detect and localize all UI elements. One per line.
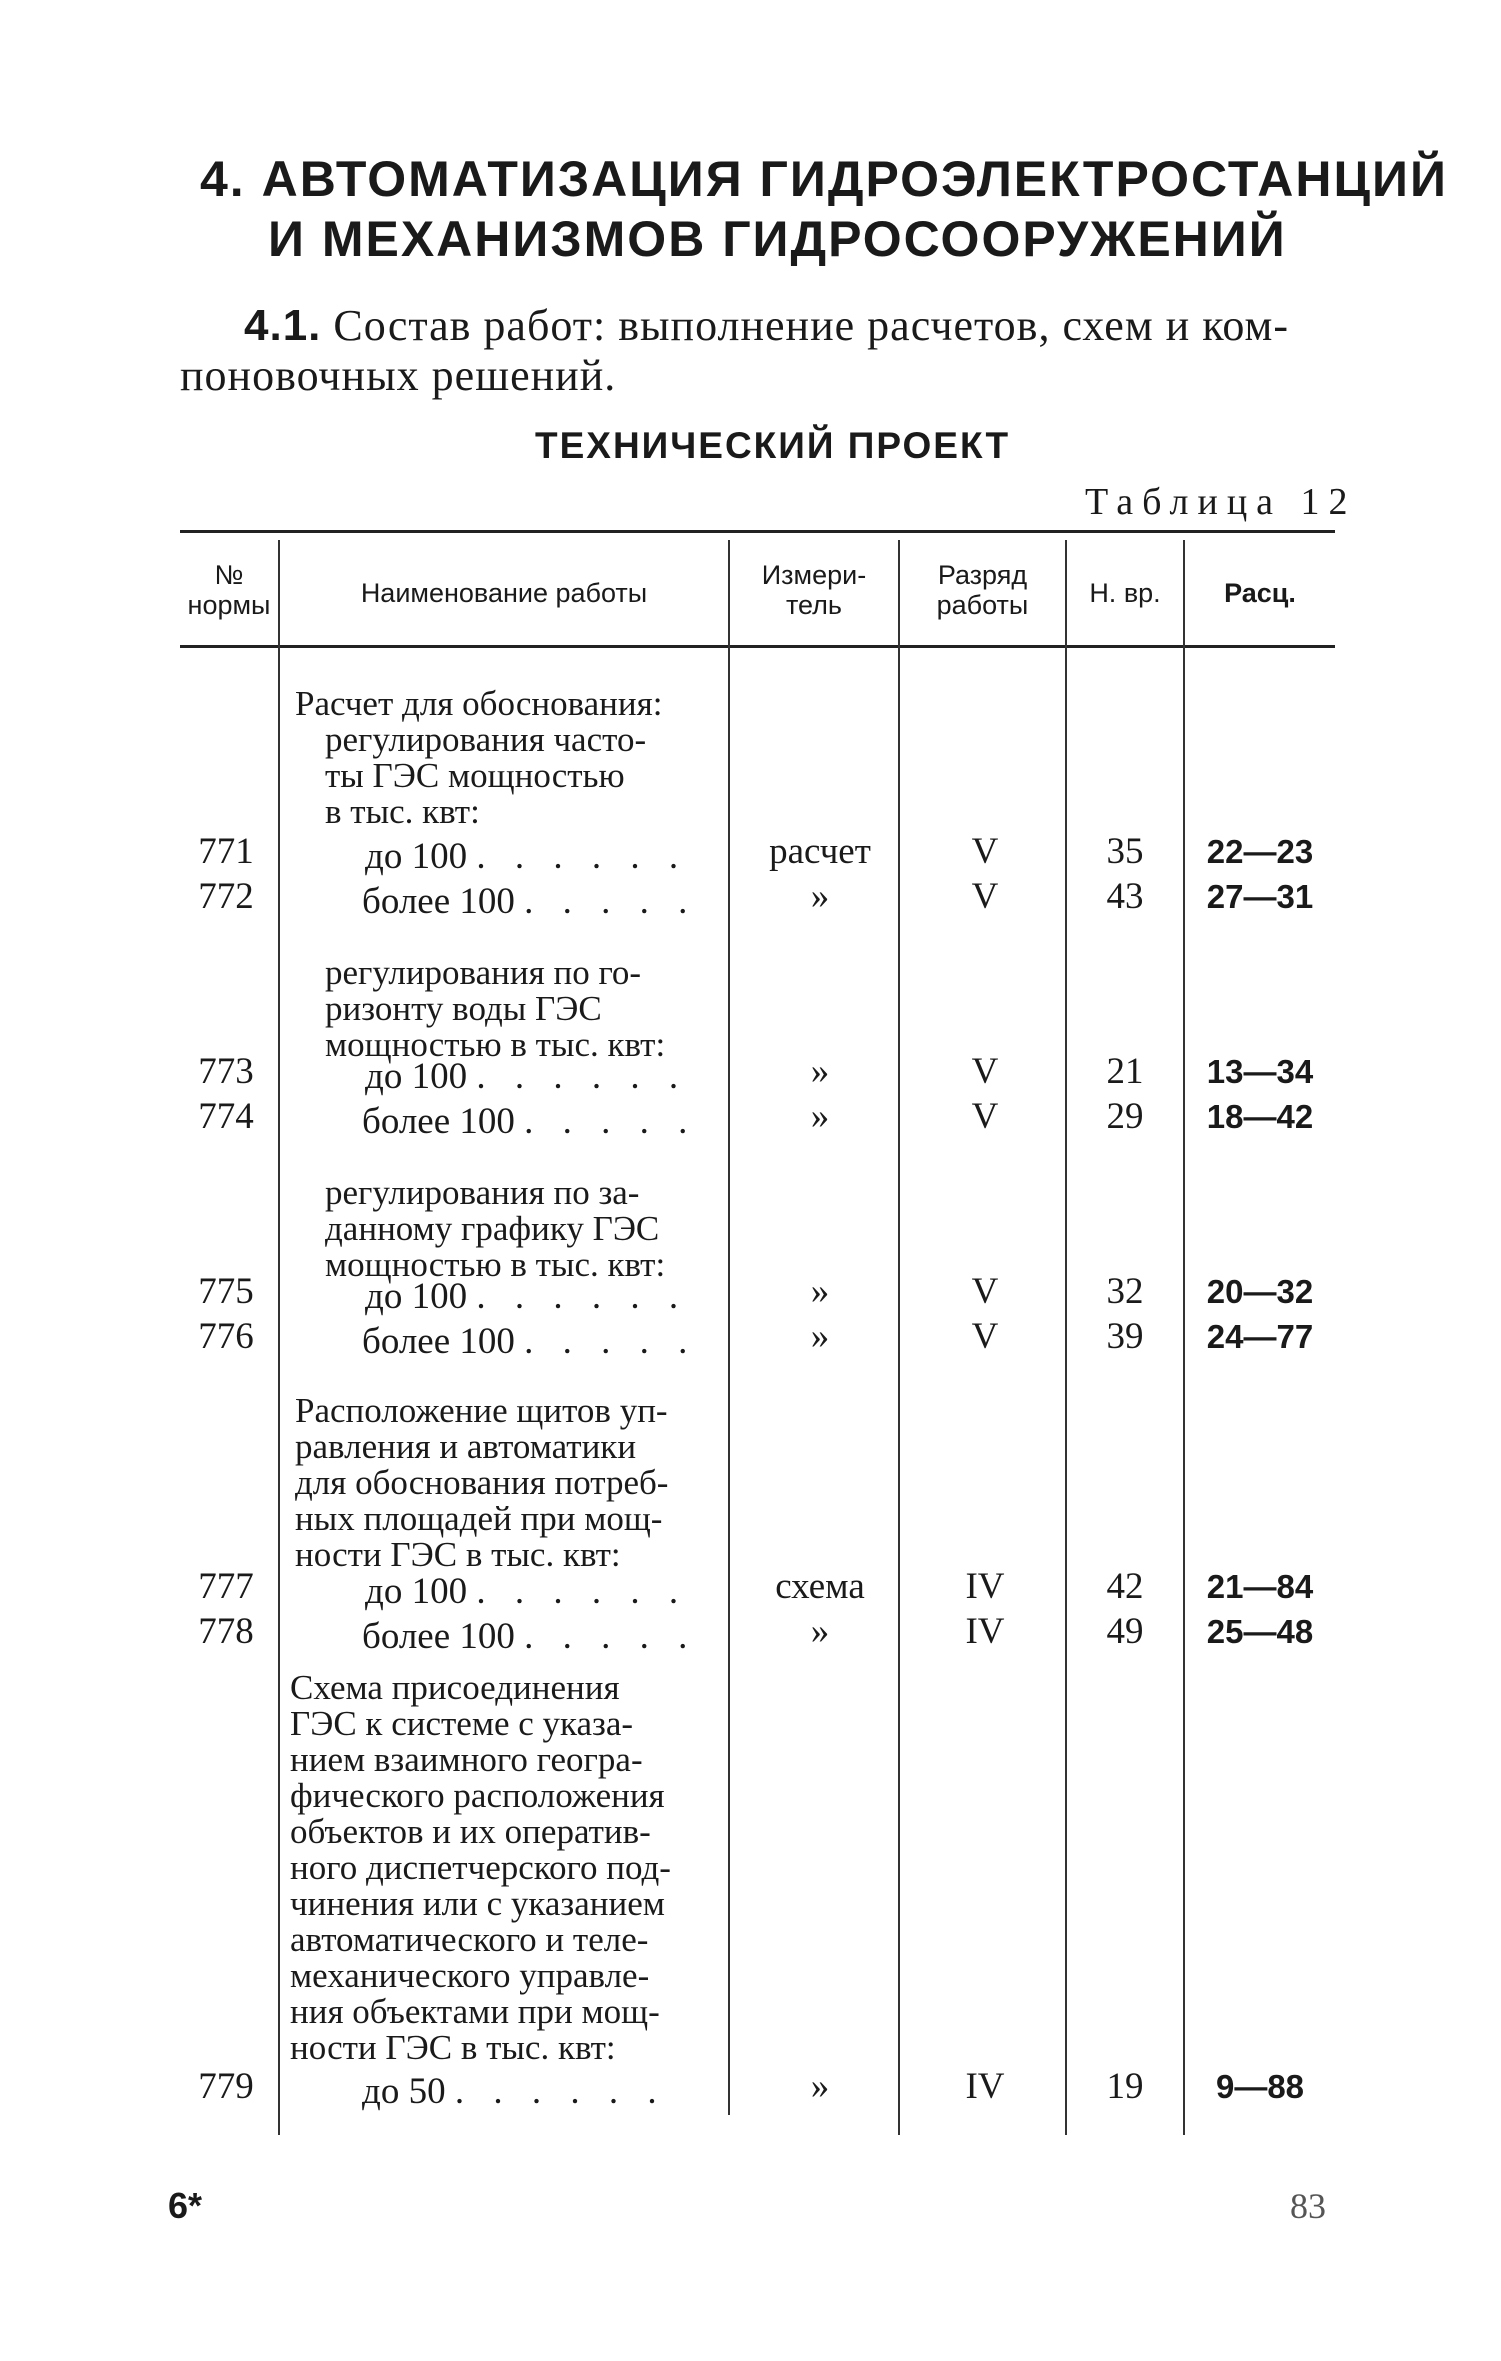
column-divider [1065, 540, 1067, 2135]
hours-cell: 29 [1106, 1096, 1144, 1137]
unit-cell: » [810, 1271, 830, 1312]
group-description [295, 1393, 668, 1573]
name-cell [362, 1615, 697, 1659]
intro-line1 [244, 300, 1289, 351]
description-line: ризонту воды ГЭС [325, 989, 602, 1028]
table-caption: Таблица 12 [1085, 481, 1357, 523]
leader-dots: . . . . . . [454, 2071, 667, 2112]
name-text: до 100 [365, 1056, 468, 1097]
leader-dots: . . . . . [524, 1101, 698, 1142]
leader-dots: . . . . . . [476, 1276, 689, 1317]
name-cell [365, 835, 688, 879]
price-cell: 20—32 [1206, 1273, 1314, 1310]
header-unit-line2: тель [785, 590, 842, 620]
header-unit-line1: Измери- [761, 560, 867, 590]
hours-cell: 39 [1106, 1316, 1144, 1357]
description-line: чинения или с указанием [290, 1884, 665, 1923]
name-cell [362, 1100, 697, 1144]
description-line: ности ГЭС в тыс. квт: [290, 2028, 616, 2067]
hours-cell: 42 [1106, 1566, 1144, 1607]
grade-cell: IV [965, 2066, 1005, 2107]
description-line: ния объектами при мощ- [290, 1992, 660, 2031]
intro-text-line1: Состав работ: выполнение расчетов, схем и ком- [333, 301, 1290, 350]
header-hours: Н. вр. [1089, 578, 1161, 608]
description-line: Схема присоединения [290, 1668, 620, 1707]
norm-cell: 777 [198, 1566, 254, 1607]
description-line: ГЭС к системе с указа- [290, 1704, 634, 1743]
description-line: ных площадей при мощ- [295, 1499, 663, 1538]
header-norm [180, 560, 278, 620]
price-cell: 22—23 [1206, 833, 1314, 870]
name-text: более 100 [362, 1616, 515, 1657]
description-line: в тыс. квт: [325, 792, 480, 831]
group-description [325, 955, 665, 1063]
group-description [290, 1670, 671, 2066]
group-description [295, 686, 662, 830]
header-price: Расц. [1224, 578, 1296, 608]
leader-dots: . . . . . [524, 881, 698, 922]
price-cell: 25—48 [1206, 1613, 1314, 1650]
group-description [325, 1175, 665, 1283]
unit-cell: » [810, 876, 830, 917]
hours-cell: 49 [1106, 1611, 1144, 1652]
norm-cell: 779 [198, 2066, 254, 2107]
name-cell [362, 1320, 697, 1364]
price-cell: 18—42 [1206, 1098, 1314, 1135]
grade-cell: IV [965, 1611, 1005, 1652]
description-line: ного диспетчерского под- [290, 1848, 671, 1887]
name-text: до 100 [365, 1276, 468, 1317]
section-heading-line1: 4. АВТОМАТИЗАЦИЯ ГИДРОЭЛЕКТРОСТАНЦИЙ [200, 151, 1448, 207]
section-heading-line2: И МЕХАНИЗМОВ ГИДРОСООРУЖЕНИЙ [268, 211, 1287, 267]
header-norm-line2: нормы [187, 590, 271, 620]
column-divider [1183, 540, 1185, 2135]
name-cell [362, 2070, 667, 2114]
column-divider [898, 540, 900, 2135]
norm-cell: 773 [198, 1051, 254, 1092]
description-line: регулирования по за- [325, 1173, 640, 1212]
table-top-rule [180, 530, 1335, 533]
unit-cell: » [810, 1611, 830, 1652]
description-line: для обоснования потреб- [295, 1463, 669, 1502]
name-cell [365, 1055, 688, 1099]
leader-dots: . . . . . . [476, 836, 689, 877]
leader-dots: . . . . . [524, 1321, 698, 1362]
intro-number: 4.1. [244, 301, 322, 350]
description-line: фического расположения [290, 1776, 665, 1815]
description-line: механического управле- [290, 1956, 650, 1995]
norm-cell: 778 [198, 1611, 254, 1652]
table-header-rule [180, 645, 1335, 648]
intro-line2: поновочных решений. [180, 351, 617, 400]
header-norm-line1: № [214, 560, 244, 590]
description-line: регулирования часто- [325, 720, 647, 759]
grade-cell: V [971, 876, 999, 917]
leader-dots: . . . . . [524, 1616, 698, 1657]
unit-cell: » [810, 1096, 830, 1137]
signature-mark: 6* [168, 2185, 203, 2226]
header-unit [730, 560, 898, 620]
norm-cell: 771 [198, 831, 254, 872]
page-number: 83 [1290, 2186, 1326, 2226]
description-line: автоматического и теле- [290, 1920, 649, 1959]
unit-cell: » [810, 1051, 830, 1092]
name-cell [365, 1570, 688, 1614]
price-cell: 24—77 [1206, 1318, 1314, 1355]
grade-cell: V [971, 1271, 999, 1312]
hours-cell: 32 [1106, 1271, 1144, 1312]
description-line: Расположение щитов уп- [295, 1391, 668, 1430]
price-cell: 27—31 [1206, 878, 1314, 915]
column-divider [278, 540, 280, 2135]
name-text: до 100 [365, 1571, 468, 1612]
description-line: ты ГЭС мощностью [325, 756, 625, 795]
description-line: данному графику ГЭС [325, 1209, 660, 1248]
name-text: более 100 [362, 1101, 515, 1142]
norm-cell: 774 [198, 1096, 254, 1137]
grade-cell: V [971, 831, 999, 872]
norm-cell: 776 [198, 1316, 254, 1357]
grade-cell: V [971, 1051, 999, 1092]
description-line: равления и автоматики [295, 1427, 637, 1466]
header-name: Наименование работы [360, 578, 648, 608]
price-cell: 9—88 [1215, 2068, 1305, 2105]
price-cell: 13—34 [1206, 1053, 1314, 1090]
column-divider [728, 540, 730, 2115]
description-line: мощностью в тыс. квт: [325, 1245, 666, 1284]
unit-cell: схема [775, 1566, 865, 1607]
description-line: ности ГЭС в тыс. квт: [295, 1535, 621, 1574]
name-text: более 100 [362, 1321, 515, 1362]
header-grade-line1: Разряд [937, 560, 1028, 590]
hours-cell: 21 [1106, 1051, 1144, 1092]
description-line: регулирования по го- [325, 953, 642, 992]
description-line: Расчет для обоснования: [295, 684, 663, 723]
unit-cell: » [810, 1316, 830, 1357]
name-text: до 50 [362, 2071, 446, 2112]
table-subheading: ТЕХНИЧЕСКИЙ ПРОЕКТ [535, 425, 1011, 466]
header-grade [900, 560, 1065, 620]
name-text: до 100 [365, 836, 468, 877]
hours-cell: 35 [1106, 831, 1144, 872]
leader-dots: . . . . . . [476, 1056, 689, 1097]
name-cell [362, 880, 697, 924]
hours-cell: 19 [1106, 2066, 1144, 2107]
unit-cell: » [810, 2066, 830, 2107]
unit-cell: расчет [769, 831, 871, 872]
price-cell: 21—84 [1206, 1568, 1314, 1605]
description-line: объектов и их оператив- [290, 1812, 651, 1851]
description-line: нием взаимного геогра- [290, 1740, 643, 1779]
leader-dots: . . . . . . [476, 1571, 689, 1612]
grade-cell: V [971, 1096, 999, 1137]
hours-cell: 43 [1106, 876, 1144, 917]
name-cell [365, 1275, 688, 1319]
norm-cell: 772 [198, 876, 254, 917]
grade-cell: IV [965, 1566, 1005, 1607]
norm-cell: 775 [198, 1271, 254, 1312]
name-text: более 100 [362, 881, 515, 922]
grade-cell: V [971, 1316, 999, 1357]
description-line: мощностью в тыс. квт: [325, 1025, 666, 1064]
header-grade-line2: работы [936, 590, 1029, 620]
